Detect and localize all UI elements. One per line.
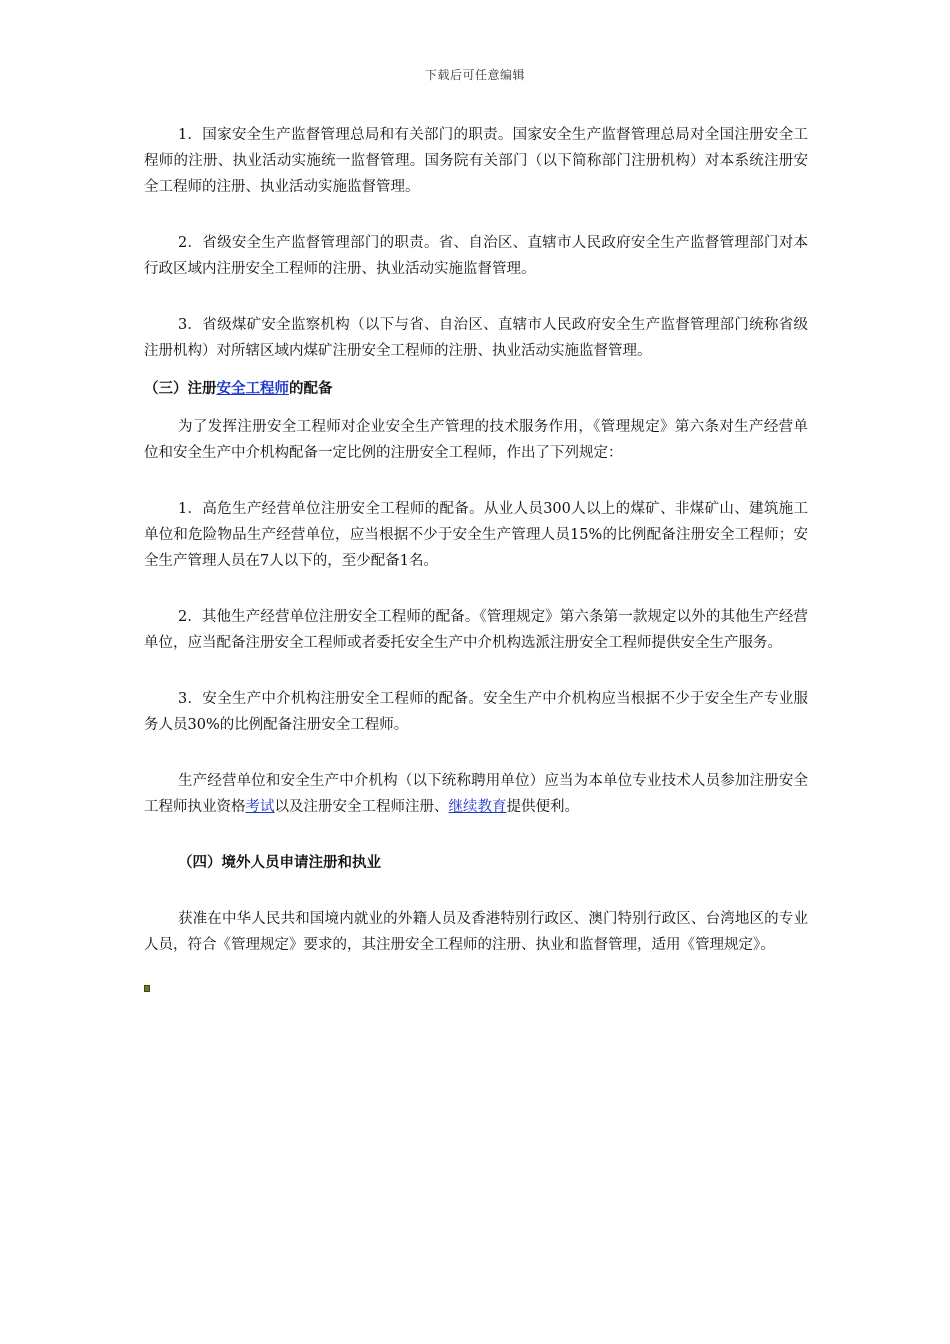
page-header: 下载后可任意编辑: [424, 68, 525, 82]
paragraph-1: 1．国家安全生产监督管理总局和有关部门的职责。国家安全生产监督管理总局对全国注册安全工程师的注册、执业活动实施统一监督管理。国务院有关部门（以下简称部门注册机构）对本系统注册安全工程师的注册、执业活动实施监督管理。: [144, 127, 808, 195]
section-heading-3: [144, 376, 808, 402]
section-heading-4: （四）境外人员申请注册和执业: [178, 855, 381, 871]
paragraph-8-text-b: 以及注册安全工程师注册、: [274, 799, 449, 815]
paragraph-8-text-c: 提供便利。: [506, 799, 579, 815]
paragraph-4: 为了发挥注册安全工程师对企业安全生产管理的技术服务作用，《管理规定》第六条对生产经营单位和安全生产中介机构配备一定比例的注册安全工程师，作出了下列规定：: [144, 419, 808, 461]
heading-3-prefix: （三）注册: [144, 381, 217, 397]
broken-image-icon: [144, 985, 150, 992]
safety-engineer-link[interactable]: 安全工程师: [216, 381, 289, 397]
paragraph-8-text-a: 生产经营单位和安全生产中介机构（以下统称聘用单位）应当为本单位专业技术人员参加注册安全工程师执业资格: [144, 773, 808, 815]
heading-3-suffix: 的配备: [289, 381, 333, 397]
paragraph-5: 1．高危生产经营单位注册安全工程师的配备。从业人员300人以上的煤矿、非煤矿山、建筑施工单位和危险物品生产经营单位，应当根据不少于安全生产管理人员15%的比例配备注册安全工程师；安全生产管理人员在7人以下的，至少配备1名。: [144, 501, 808, 569]
paragraph-7: 3．安全生产中介机构注册安全工程师的配备。安全生产中介机构应当根据不少于安全生产专业服务人员30%的比例配备注册安全工程师。: [144, 691, 808, 733]
paragraph-8: [144, 768, 808, 820]
continuing-education-link[interactable]: 继续教育: [448, 799, 507, 815]
exam-link[interactable]: 考试: [245, 799, 275, 815]
paragraph-9: 获准在中华人民共和国境内就业的外籍人员及香港特别行政区、澳门特别行政区、台湾地区的专业人员，符合《管理规定》要求的，其注册安全工程师的注册、执业和监督管理，适用《管理规定》。: [144, 911, 808, 953]
paragraph-2: 2．省级安全生产监督管理部门的职责。省、自治区、直辖市人民政府安全生产监督管理部门对本行政区域内注册安全工程师的注册、执业活动实施监督管理。: [144, 235, 808, 277]
document-body: [144, 122, 808, 958]
paragraph-3: 3．省级煤矿安全监察机构（以下与省、自治区、直辖市人民政府安全生产监督管理部门统称省级注册机构）对所辖区域内煤矿注册安全工程师的注册、执业活动实施监督管理。: [144, 317, 808, 359]
paragraph-6: 2．其他生产经营单位注册安全工程师的配备。《管理规定》第六条第一款规定以外的其他生产经营单位，应当配备注册安全工程师或者委托安全生产中介机构选派注册安全工程师提供安全生产服务。: [144, 609, 808, 651]
